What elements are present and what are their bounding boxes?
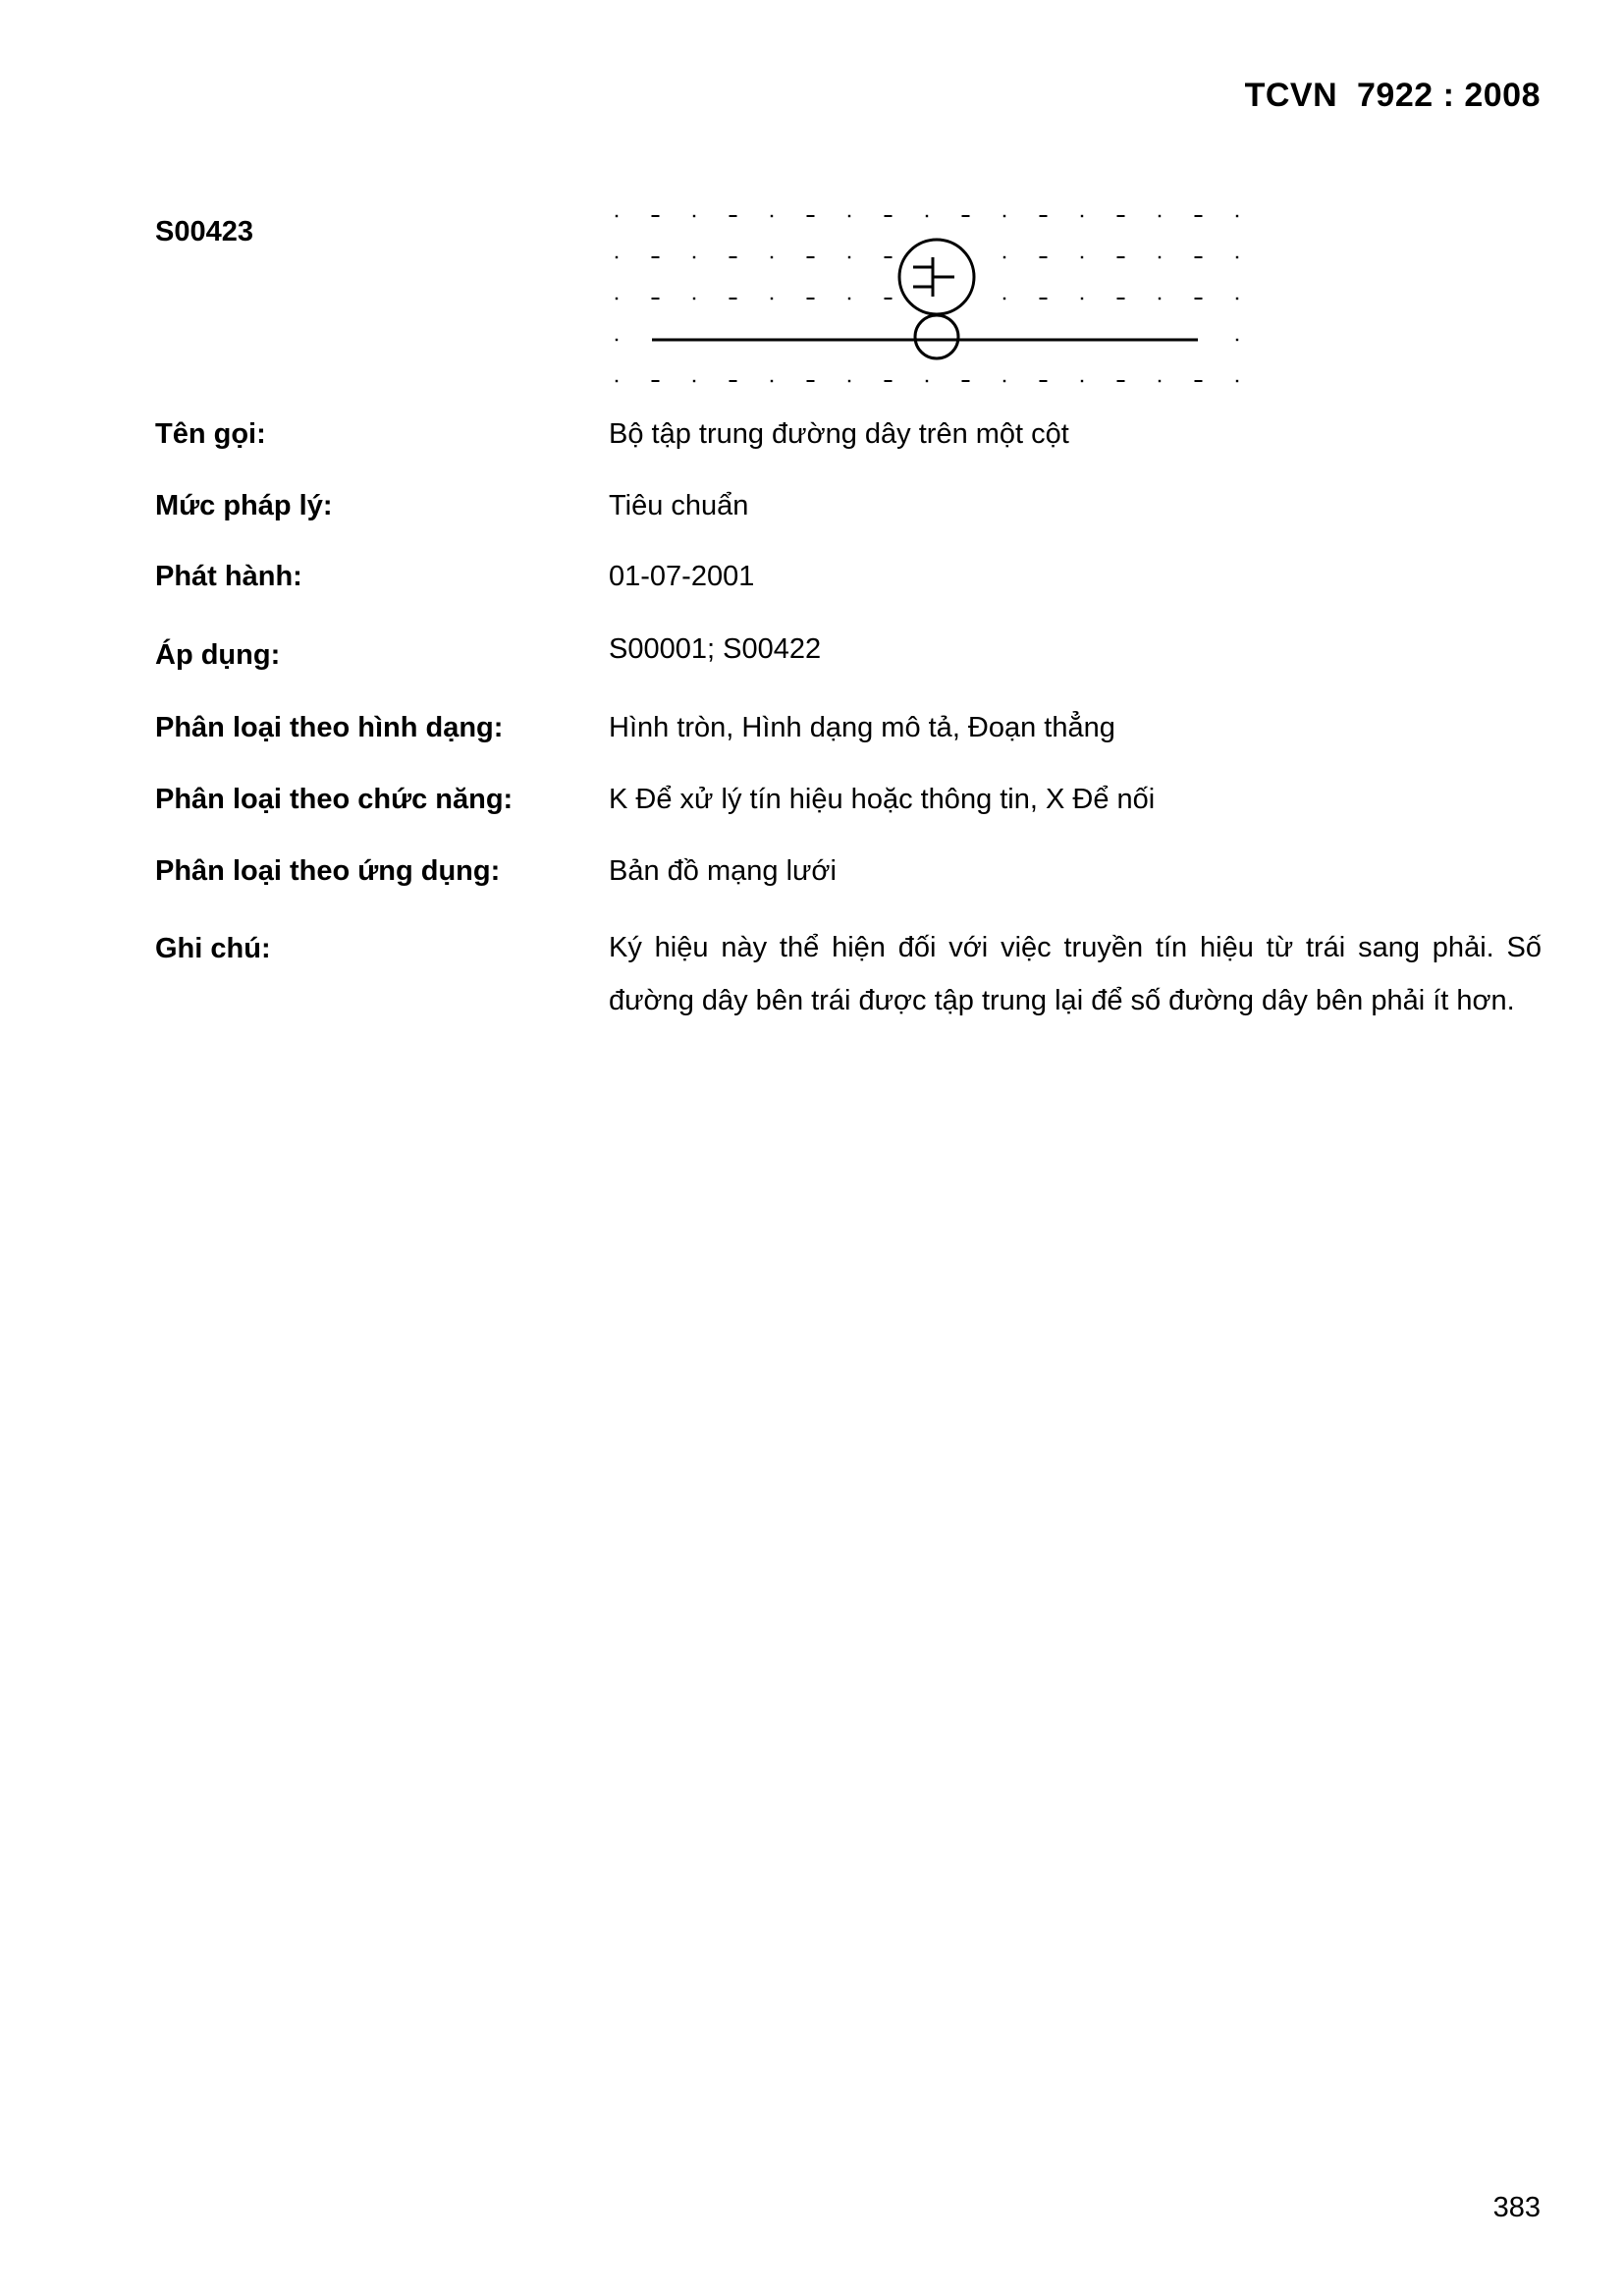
- grid-dot: [693, 298, 695, 300]
- grid-dash: [807, 380, 815, 382]
- grid-dash: [1040, 215, 1048, 217]
- grid-dot: [1003, 215, 1005, 217]
- grid-dot: [926, 215, 928, 217]
- grid-dot: [848, 256, 850, 258]
- grid-dot: [1159, 380, 1161, 382]
- field-value: K Để xử lý tín hiệu hoặc thông tin, X Để nối: [609, 784, 1156, 815]
- grid-dash: [1195, 380, 1203, 382]
- grid-dot: [1081, 215, 1083, 217]
- grid-dash: [962, 380, 970, 382]
- field-issued: [155, 559, 1542, 594]
- symbol-fields: [155, 416, 1542, 1027]
- grid-dash: [1040, 380, 1048, 382]
- grid-dash: [730, 215, 737, 217]
- field-function-class: [155, 782, 1542, 817]
- field-legal-level: [155, 488, 1542, 523]
- grid-dot: [616, 298, 618, 300]
- field-value: Bộ tập trung đường dây trên một cột: [609, 418, 1069, 450]
- grid-dash: [652, 215, 660, 217]
- grid-dot: [693, 380, 695, 382]
- grid-dot: [616, 339, 618, 341]
- grid-dot: [1236, 298, 1238, 300]
- grid-dash: [1195, 256, 1203, 258]
- field-value: Ký hiệu này thể hiện đối với việc truyền tín hiệu từ trái sang phải. Số đường dây bên trái được tập trung lại để số đường dây bên phải ít hơn.: [609, 932, 1542, 1016]
- page-number: 383: [1492, 2192, 1541, 2223]
- grid-dash: [1195, 215, 1203, 217]
- grid-dot: [1236, 380, 1238, 382]
- field-label: Mức pháp lý:: [155, 490, 333, 521]
- grid-dash: [1117, 380, 1125, 382]
- grid-dash: [1195, 298, 1203, 300]
- grid-dash: [730, 380, 737, 382]
- field-name: [155, 416, 1542, 452]
- grid-dot: [848, 215, 850, 217]
- field-label: Phân loại theo chức năng:: [155, 784, 514, 815]
- grid-dot: [1236, 339, 1238, 341]
- grid-dot: [616, 215, 618, 217]
- grid-dash: [885, 215, 893, 217]
- field-label: Ghi chú:: [155, 933, 271, 964]
- field-shape-class: [155, 710, 1542, 745]
- grid-dash: [730, 298, 737, 300]
- grid-dot: [1159, 256, 1161, 258]
- grid-dash: [652, 256, 660, 258]
- grid-dash: [1040, 256, 1048, 258]
- field-value: Tiêu chuẩn: [609, 490, 749, 521]
- grid-dot: [1081, 256, 1083, 258]
- grid-dot: [1236, 215, 1238, 217]
- grid-dot: [848, 298, 850, 300]
- grid-dash: [1040, 298, 1048, 300]
- field-note: [155, 925, 1542, 1027]
- field-applied: [155, 631, 1542, 673]
- grid-dash: [652, 380, 660, 382]
- field-label: Áp dụng:: [155, 639, 281, 671]
- grid-dash: [1117, 215, 1125, 217]
- grid-dot: [1003, 256, 1005, 258]
- grid-dash: [1117, 298, 1125, 300]
- grid-dash: [962, 215, 970, 217]
- grid-dot: [693, 256, 695, 258]
- field-label: Tên gọi:: [155, 418, 266, 450]
- grid-dot: [693, 215, 695, 217]
- grid-dash: [885, 380, 893, 382]
- grid-dot: [848, 380, 850, 382]
- standard-code: TCVN 7922 : 2008: [1244, 77, 1541, 114]
- line-concentrator-symbol-icon: [601, 206, 1249, 393]
- grid-dot: [1003, 380, 1005, 382]
- grid-dash: [807, 298, 815, 300]
- grid-dot: [771, 256, 773, 258]
- grid-dash: [652, 298, 660, 300]
- field-label: Phân loại theo ứng dụng:: [155, 855, 501, 887]
- grid-dot: [616, 380, 618, 382]
- grid-dash: [885, 256, 893, 258]
- symbol-id: S00423: [155, 216, 253, 247]
- grid-dot: [616, 256, 618, 258]
- grid-dash: [807, 215, 815, 217]
- grid-dot: [771, 215, 773, 217]
- field-value: Bản đồ mạng lưới: [609, 855, 837, 887]
- grid-dot: [1081, 298, 1083, 300]
- grid-dash: [730, 256, 737, 258]
- grid-dot: [1236, 256, 1238, 258]
- grid-dash: [1117, 256, 1125, 258]
- grid-dash: [807, 256, 815, 258]
- field-application-class: [155, 853, 1542, 889]
- grid-dot: [771, 298, 773, 300]
- field-value: 01-07-2001: [609, 561, 755, 592]
- grid-dot: [771, 380, 773, 382]
- field-label: Phân loại theo hình dạng:: [155, 712, 504, 743]
- field-value: S00001; S00422: [609, 633, 822, 665]
- grid-dot: [1159, 298, 1161, 300]
- grid-dot: [1159, 215, 1161, 217]
- field-value: Hình tròn, Hình dạng mô tả, Đoạn thẳng: [609, 712, 1115, 743]
- grid-dot: [1003, 298, 1005, 300]
- grid-dash: [885, 298, 893, 300]
- grid-dot: [1081, 380, 1083, 382]
- field-label: Phát hành:: [155, 561, 302, 592]
- grid-dot: [926, 380, 928, 382]
